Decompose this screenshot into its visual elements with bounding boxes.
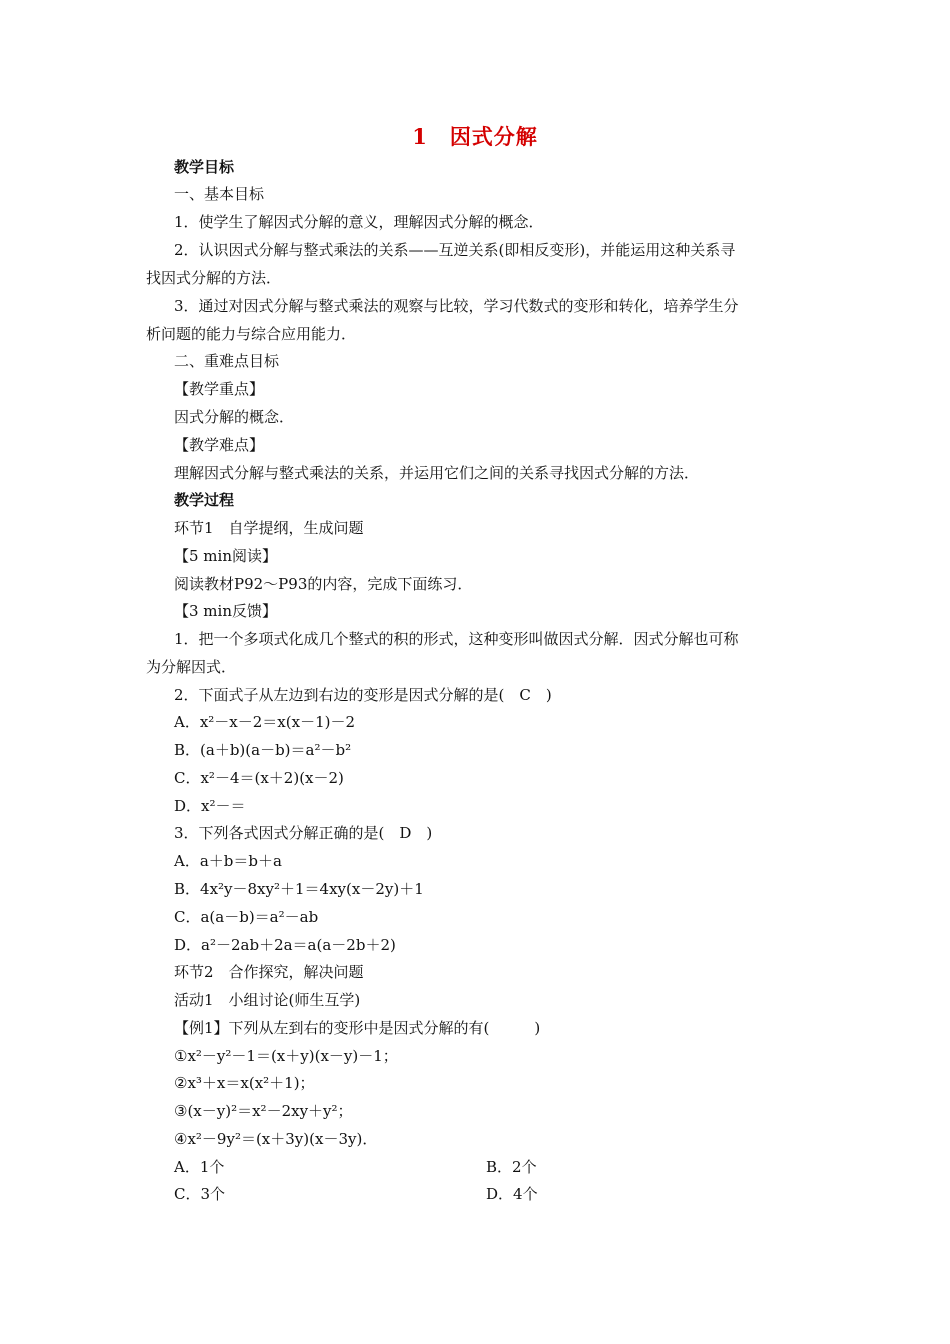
example-1-item-3: ③(x－y)²＝x²－2xy＋y²；	[174, 1102, 353, 1120]
example-1-item-1: ①x²－y²－1＝(x＋y)(x－y)－1；	[174, 1047, 398, 1065]
example-1-option-a: A．1个	[174, 1158, 225, 1176]
stage-2-heading: 环节2 合作探究，解决问题	[174, 963, 364, 981]
objective-3: 3．通过对因式分解与整式乘法的观察与比较，学习代数式的变形和转化，培养学生分	[174, 297, 739, 315]
label-difficulty: 【教学难点】	[174, 436, 265, 454]
activity-1-heading: 活动1 小组讨论(师生互学)	[174, 991, 361, 1009]
feedback-1: 1．把一个多项式化成几个整式的积的形式，这种变形叫做因式分解．因式分解也可称	[174, 630, 739, 648]
label-key-point: 【教学重点】	[174, 380, 265, 398]
example-1-item-2: ②x³＋x＝x(x²＋1)；	[174, 1074, 315, 1092]
q2-option-a: A．x²－x－2＝x(x－1)－2	[174, 713, 356, 731]
page-title	[0, 124, 950, 150]
example-1-options-row-1	[0, 1157, 950, 1177]
q3-option-b: B．4x²y－8xy²＋1＝4xy(x－2y)＋1	[174, 880, 424, 898]
title-text: 因式分解	[449, 124, 538, 149]
objective-2-cont: 找因式分解的方法．	[146, 269, 282, 287]
objective-3-cont: 析问题的能力与综合应用能力．	[146, 325, 357, 343]
subheading-basic-objectives: 一、基本目标	[174, 185, 265, 203]
title-number: 1	[412, 124, 428, 149]
question-3: 3．下列各式因式分解正确的是( D )	[174, 824, 433, 842]
example-1-options-row-2	[0, 1184, 950, 1204]
key-point-text: 因式分解的概念．	[174, 408, 295, 426]
objective-1: 1．使学生了解因式分解的意义，理解因式分解的概念．	[174, 213, 544, 231]
label-feedback: 【3 min反馈】	[174, 602, 277, 620]
section-heading-process: 教学过程	[174, 491, 235, 509]
subheading-key-points: 二、重难点目标	[174, 352, 280, 370]
stage-1-heading: 环节1 自学提纲，生成问题	[174, 519, 364, 537]
q2-option-d: D．x²－＝	[174, 797, 246, 815]
example-1-option-d: D．4个	[486, 1185, 538, 1203]
feedback-1-cont: 为分解因式．	[146, 658, 237, 676]
example-1-option-b: B．2个	[486, 1158, 537, 1176]
label-reading: 【5 min阅读】	[174, 547, 277, 565]
example-1: 【例1】下列从左到右的变形中是因式分解的有( )	[174, 1019, 541, 1037]
q3-option-c: C．a(a－b)＝a²－ab	[174, 908, 319, 926]
section-heading-objectives: 教学目标	[174, 158, 235, 176]
q2-option-b: B．(a＋b)(a－b)＝a²－b²	[174, 741, 352, 759]
difficulty-text: 理解因式分解与整式乘法的关系，并运用它们之间的关系寻找因式分解的方法．	[174, 464, 700, 482]
question-2: 2．下面式子从左边到右边的变形是因式分解的是( C )	[174, 686, 552, 704]
example-1-item-4: ④x²－9y²＝(x＋3y)(x－3y)．	[174, 1130, 378, 1148]
reading-instruction: 阅读教材P92～P93的内容，完成下面练习．	[174, 575, 473, 593]
q3-option-d: D．a²－2ab＋2a＝a(a－2b＋2)	[174, 936, 396, 954]
objective-2: 2．认识因式分解与整式乘法的关系——互逆关系(即相反变形)，并能运用这种关系寻	[174, 241, 736, 259]
q2-option-c: C．x²－4＝(x＋2)(x－2)	[174, 769, 344, 787]
example-1-option-c: C．3个	[174, 1185, 226, 1203]
q3-option-a: A．a＋b＝b＋a	[174, 852, 282, 870]
